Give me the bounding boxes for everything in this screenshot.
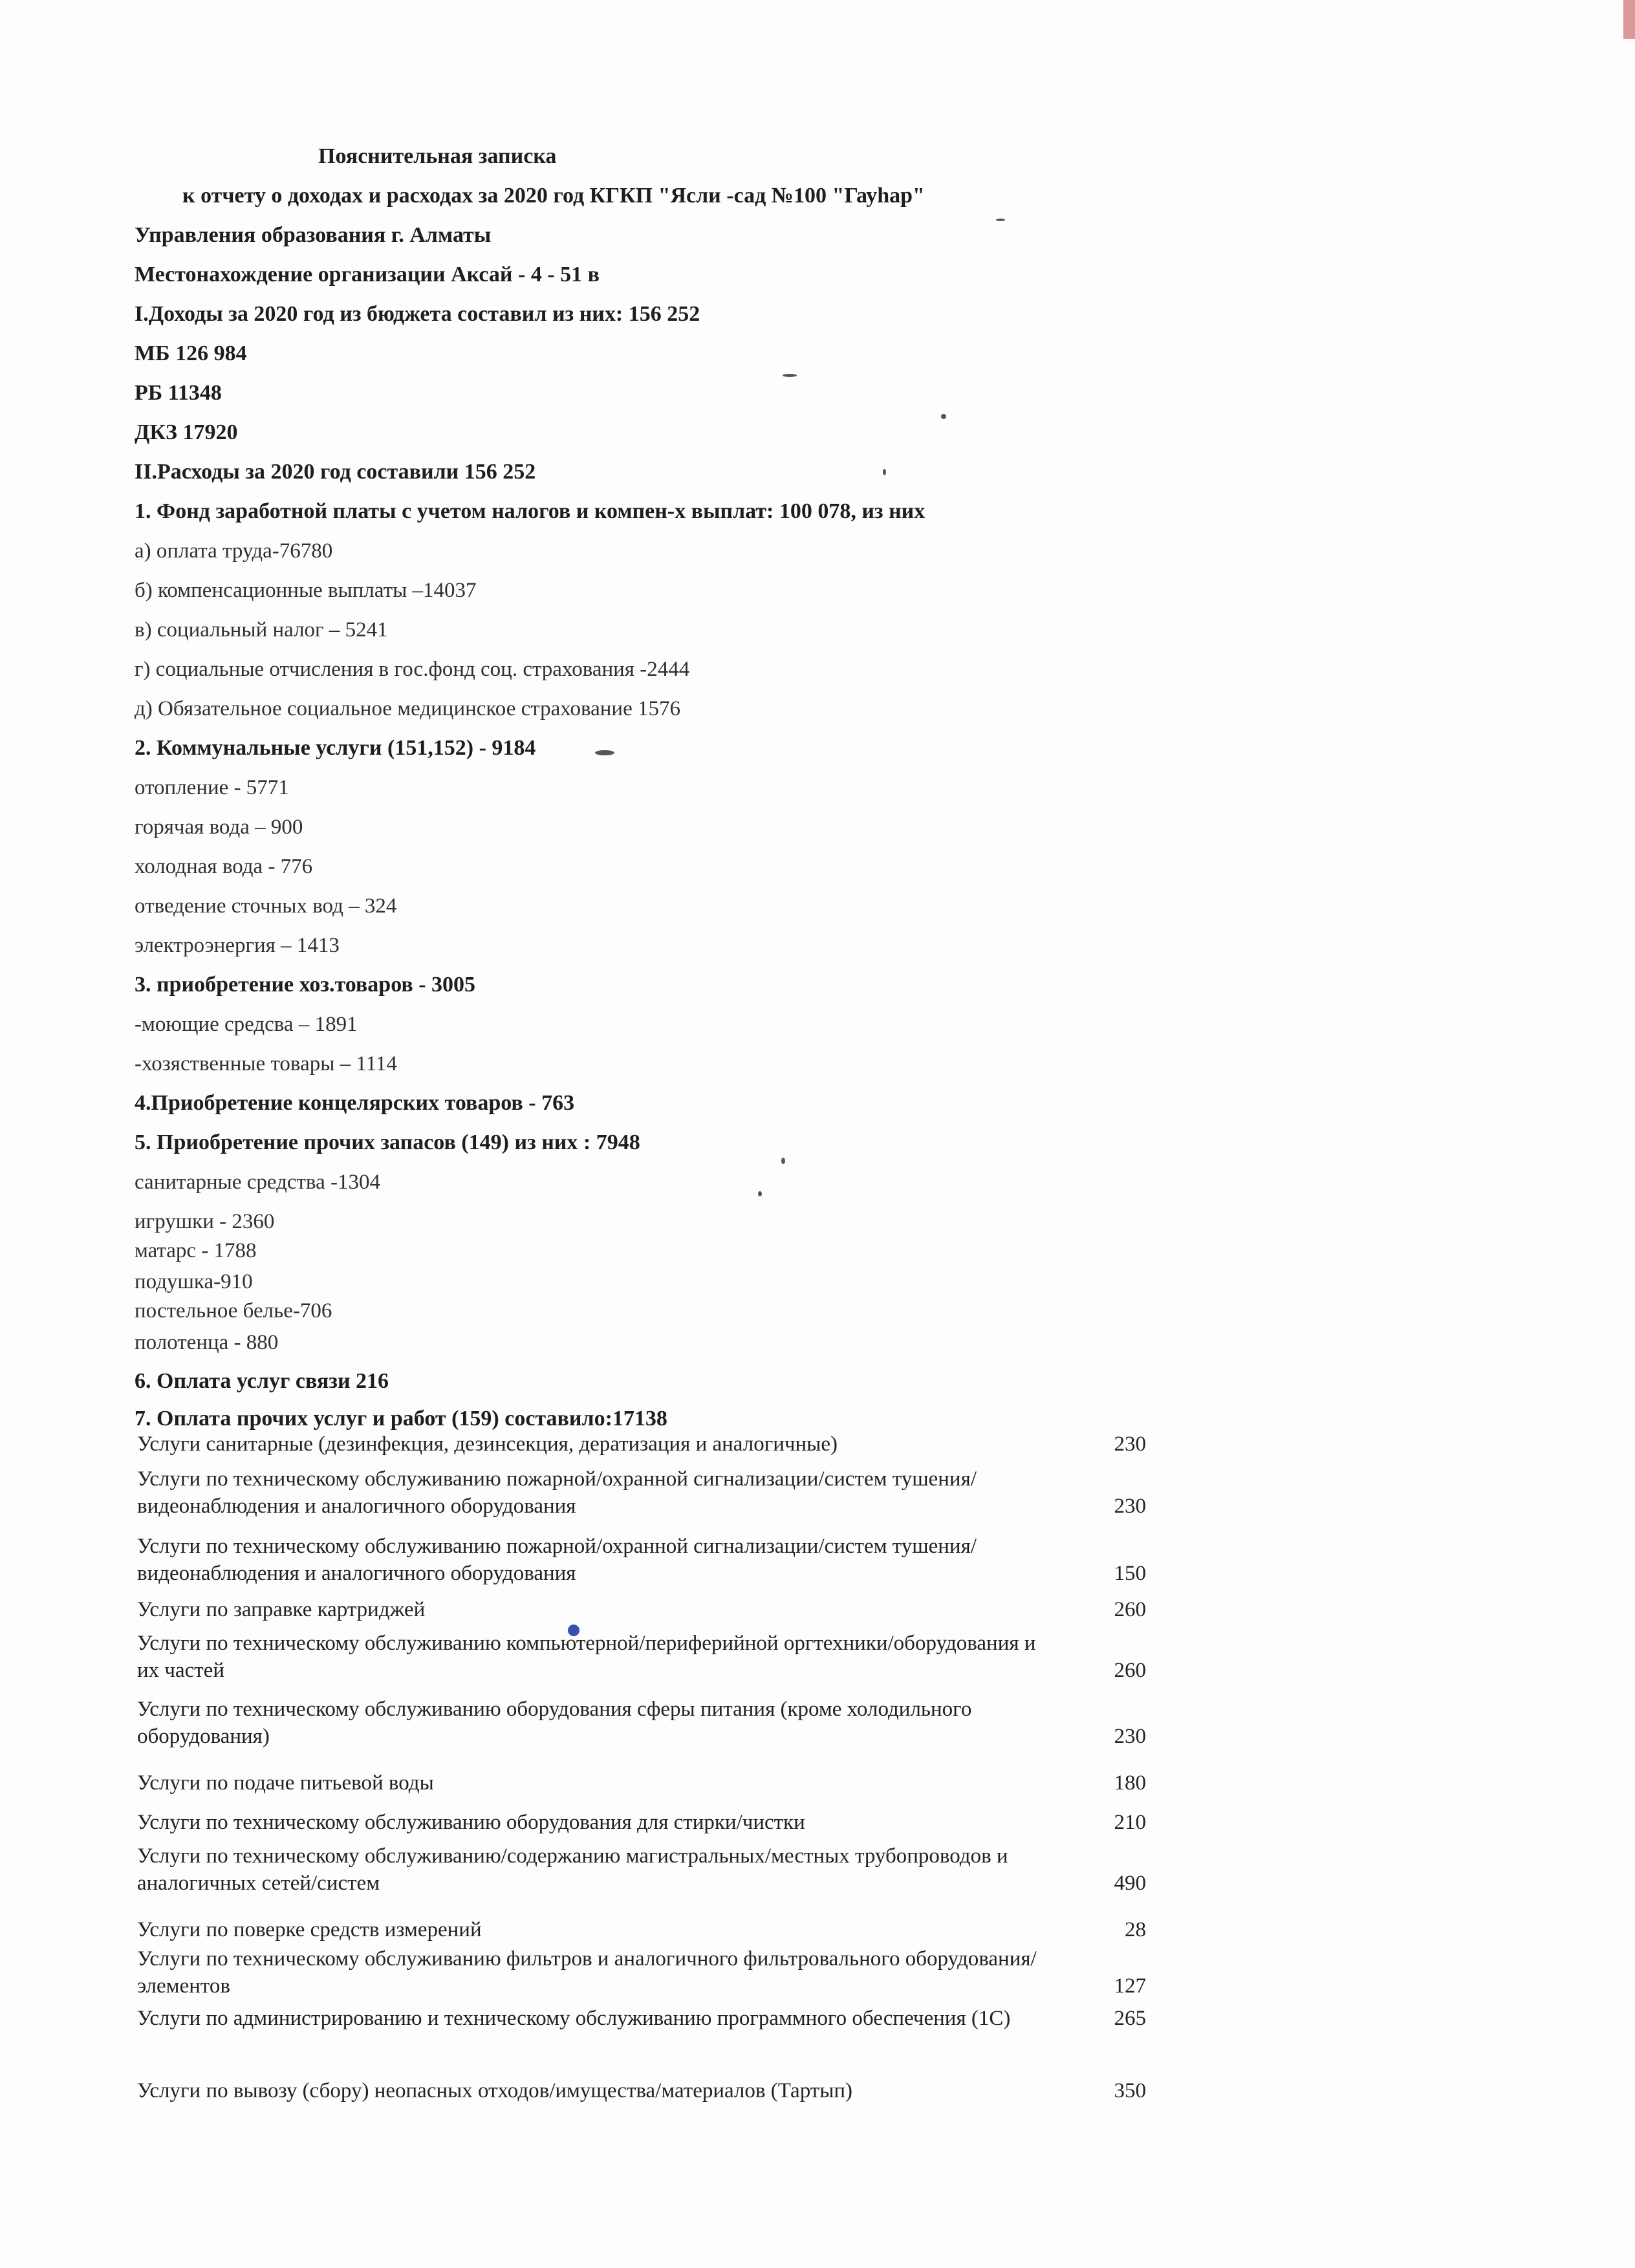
scan-speck xyxy=(783,374,797,377)
service-amount: 260 xyxy=(1114,1598,1146,1621)
service-amount: 265 xyxy=(1114,2007,1146,2030)
income-mb: МБ 126 984 xyxy=(135,341,247,365)
service-row xyxy=(137,2005,1146,2032)
service-amount: 127 xyxy=(1114,1974,1146,1998)
service-amount: 150 xyxy=(1114,1562,1146,1585)
service-amount: 490 xyxy=(1114,1872,1146,1895)
supplies-item: подушка-910 xyxy=(135,1270,253,1293)
supplies-item: постельное белье-706 xyxy=(135,1299,332,1323)
service-amount: 28 xyxy=(1125,1918,1146,1941)
utilities-item: горячая вода – 900 xyxy=(135,815,303,839)
stationery-line: 4.Приобретение концелярских товаров - 763 xyxy=(135,1091,575,1115)
service-text: Услуги по техническому обслуживанию пожарной/охранной сигнализации/систем тушения/видеонаблюдения и аналогичного оборудования xyxy=(137,1535,977,1585)
service-amount: 230 xyxy=(1114,1432,1146,1456)
income-heading: I.Доходы за 2020 год из бюджета составил из них: 156 252 xyxy=(135,302,700,326)
service-amount: 260 xyxy=(1114,1659,1146,1682)
service-text: Услуги по администрированию и техническому обслуживанию программного обеспечения (1С) xyxy=(137,2007,1011,2030)
service-row xyxy=(137,1842,1146,1897)
utilities-item: электроэнергия – 1413 xyxy=(135,934,340,957)
service-row xyxy=(137,1809,1146,1836)
service-amount: 230 xyxy=(1114,1495,1146,1518)
utilities-heading: 2. Коммунальные услуги (151,152) - 9184 xyxy=(135,736,536,760)
payroll-item: д) Обязательное социальное медицинское страхование 1576 xyxy=(135,697,680,720)
payroll-item: а) оплата труда-76780 xyxy=(135,539,333,563)
payroll-item: б) компенсационные выплаты –14037 xyxy=(135,579,477,602)
scan-speck xyxy=(595,750,614,755)
scan-speck xyxy=(883,469,886,475)
document-title: Пояснительная записка xyxy=(318,144,557,168)
scan-speck xyxy=(781,1158,785,1164)
scan-speck xyxy=(758,1191,762,1196)
service-amount: 350 xyxy=(1114,2079,1146,2102)
service-row xyxy=(137,1769,1146,1797)
service-text: Услуги по заправке картриджей xyxy=(137,1598,426,1621)
supplies-item: игрушки - 2360 xyxy=(135,1210,275,1233)
expenses-heading: II.Расходы за 2020 год составили 156 252 xyxy=(135,460,536,484)
service-text: Услуги по техническому обслуживанию оборудования сферы питания (кроме холодильного оборудования) xyxy=(137,1698,972,1748)
organization-line: Управления образования г. Алматы xyxy=(135,223,492,247)
utilities-item: отопление - 5771 xyxy=(135,776,289,799)
payroll-item: г) социальные отчисления в гос.фонд соц. страхования -2444 xyxy=(135,658,690,681)
service-text: Услуги по вывозу (сбору) неопасных отходов/имущества/материалов (Тартып) xyxy=(137,2079,853,2102)
supplies-item: матарс - 1788 xyxy=(135,1239,257,1262)
location-line: Местонахождение организации Аксай - 4 - 51 в xyxy=(135,263,600,286)
service-text: Услуги по техническому обслуживанию/содержанию магистральных/местных трубопроводов и аналогичных сетей/систем xyxy=(137,1844,1008,1895)
service-row xyxy=(137,1431,1146,1458)
service-row xyxy=(137,1465,1146,1520)
payroll-item: в) социальный налог – 5241 xyxy=(135,618,388,642)
service-text: Услуги по техническому обслуживанию пожарной/охранной сигнализации/систем тушения/видеонаблюдения и аналогичного оборудования xyxy=(137,1467,977,1518)
service-row xyxy=(137,1533,1146,1587)
service-row xyxy=(137,1916,1146,1943)
service-text: Услуги по техническому обслуживанию фильтров и аналогичного фильтровального оборудования/элементов xyxy=(137,1947,1037,1998)
supplies-heading: 5. Приобретение прочих запасов (149) из них : 7948 xyxy=(135,1130,640,1154)
household-item: -хозяственные товары – 1114 xyxy=(135,1052,397,1075)
service-text: Услуги по техническому обслуживанию компьютерной/периферийной оргтехники/оборудования и их частей xyxy=(137,1632,1036,1682)
service-amount: 230 xyxy=(1114,1725,1146,1748)
service-text: Услуги по поверке средств измерений xyxy=(137,1918,482,1941)
other-services-heading: 7. Оплата прочих услуг и работ (159) составило:17138 xyxy=(135,1407,667,1431)
household-item: -моющие средсва – 1891 xyxy=(135,1013,358,1036)
document-subtitle: к отчету о доходах и расходах за 2020 год КГКП "Ясли -сад №100 "Гауhар" xyxy=(182,184,925,208)
service-row xyxy=(137,2077,1146,2104)
service-row xyxy=(137,1630,1146,1684)
service-amount: 180 xyxy=(1114,1771,1146,1795)
service-amount: 210 xyxy=(1114,1811,1146,1834)
service-row xyxy=(137,1696,1146,1750)
income-rb: РБ 11348 xyxy=(135,381,222,405)
supplies-item: санитарные средства -1304 xyxy=(135,1171,380,1194)
service-row xyxy=(137,1596,1146,1623)
scan-speck xyxy=(996,219,1005,221)
service-row xyxy=(137,1945,1146,2000)
service-text: Услуги по подаче питьевой воды xyxy=(137,1771,434,1795)
payroll-heading: 1. Фонд заработной платы с учетом налогов и компен-х выплат: 100 078, из них xyxy=(135,499,926,523)
utilities-item: отведение сточных вод – 324 xyxy=(135,894,397,918)
supplies-item: полотенца - 880 xyxy=(135,1331,279,1354)
service-text: Услуги по техническому обслуживанию оборудования для стирки/чистки xyxy=(137,1811,805,1834)
communications-line: 6. Оплата услуг связи 216 xyxy=(135,1369,389,1393)
utilities-item: холодная вода - 776 xyxy=(135,855,313,878)
household-heading: 3. приобретение хоз.товаров - 3005 xyxy=(135,973,476,997)
income-dkz: ДКЗ 17920 xyxy=(135,420,238,444)
scan-speck xyxy=(941,414,946,419)
scan-edge-mark xyxy=(1623,0,1635,39)
service-text: Услуги санитарные (дезинфекция, дезинсекция, дератизация и аналогичные) xyxy=(137,1432,838,1456)
